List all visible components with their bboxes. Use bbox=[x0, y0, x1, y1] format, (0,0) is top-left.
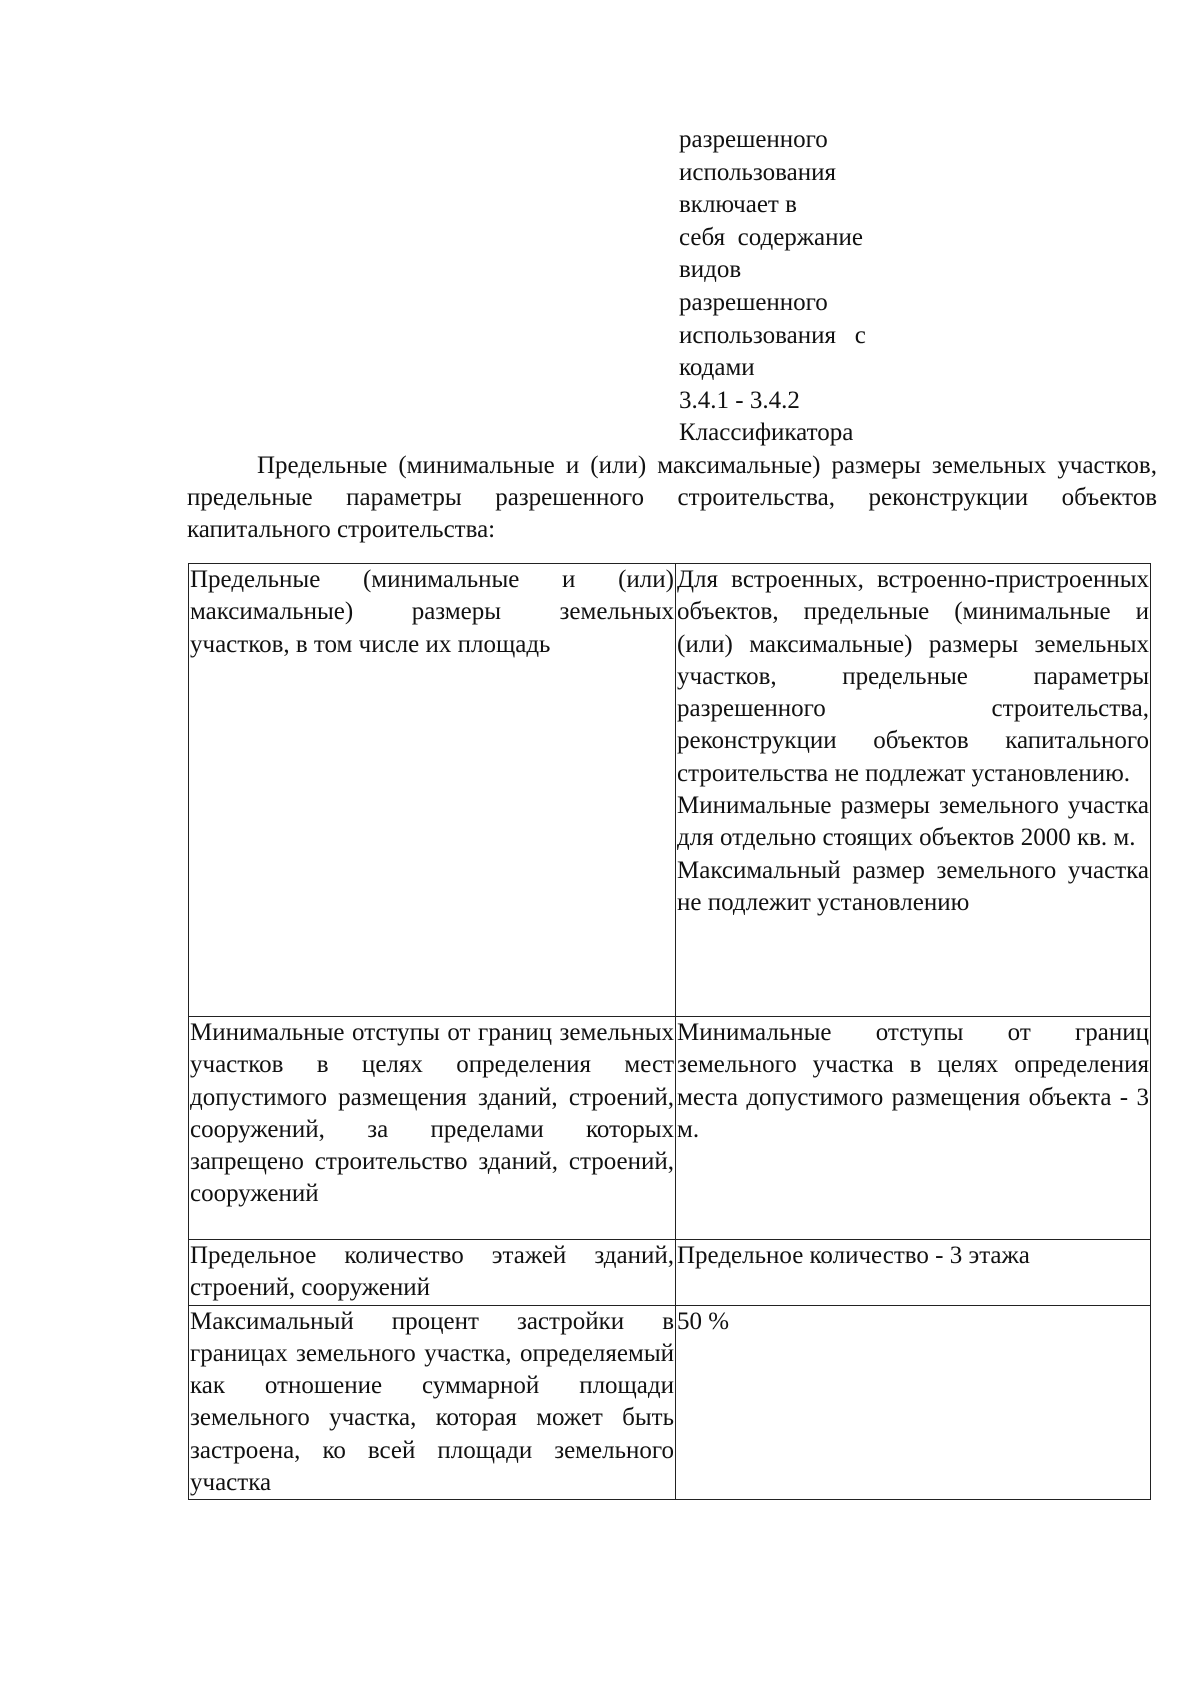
continuation-line: 3.4.1 - 3.4.2 bbox=[679, 386, 800, 414]
continuation-line: Классификатора bbox=[679, 419, 854, 447]
continuation-line: видов bbox=[679, 256, 742, 284]
parameter-value: Предельное количество - 3 этажа bbox=[677, 1242, 1030, 1269]
parameter-value-cell bbox=[676, 1305, 1151, 1500]
continuation-line: разрешенного bbox=[679, 126, 828, 153]
parameter-label-cell bbox=[189, 1017, 676, 1240]
parameter-label-cell bbox=[189, 1240, 676, 1306]
parameter-value-cell bbox=[676, 1017, 1151, 1240]
parameter-label: Предельное количество этажей зданий, строений, сооружений bbox=[190, 1242, 674, 1302]
parameter-value: Максимальный размер земельного участка не подлежит установлению bbox=[677, 856, 1149, 916]
parameter-label: Максимальный процент застройки в границах земельного участка, определяемый как отношение суммарной площади земельного участка, которая может быть застроена, ко всей площади земельного участка bbox=[190, 1307, 674, 1497]
parameter-value-cell bbox=[676, 1240, 1151, 1306]
continuation-line: включает в bbox=[679, 191, 797, 219]
parameter-label-cell bbox=[189, 1305, 676, 1500]
parameter-label: Предельные (минимальные и (или) максимальные) размеры земельных участков, в том числе их площадь bbox=[190, 566, 674, 658]
parameter-label-cell bbox=[189, 564, 676, 1017]
table-row bbox=[189, 1305, 1151, 1500]
parameter-value-cell bbox=[676, 564, 1151, 1017]
continuation-line: себя содержание bbox=[679, 223, 864, 251]
parameters-table bbox=[188, 563, 1151, 1500]
continuation-line: разрешенного bbox=[679, 288, 828, 316]
parameter-value: Минимальные отступы от границ земельного участка в целях определения места допустимого размещения объекта - 3 м. bbox=[677, 1019, 1149, 1143]
continuation-line: использования bbox=[679, 158, 836, 186]
continuation-line: использования с bbox=[679, 321, 866, 349]
table-row bbox=[189, 564, 1151, 1017]
parameter-value: Минимальные размеры земельного участка для отдельно стоящих объектов 2000 кв. м. bbox=[677, 792, 1149, 852]
table-row bbox=[189, 1017, 1151, 1240]
continuation-line: кодами bbox=[679, 354, 755, 382]
parameter-value: 50 % bbox=[677, 1307, 730, 1335]
parameter-label: Минимальные отступы от границ земельных участков в целях определения мест допустимого размещения зданий, строений, сооружений, за пределами которых запрещено строительство зданий, строений, сооружений bbox=[190, 1019, 674, 1208]
intro-paragraph: Предельные (минимальные и (или) максимальные) размеры земельных участков, предельные параметры разрешенного строительства, реконструкции объектов капитального строительства: bbox=[187, 452, 1157, 543]
continuation-text bbox=[679, 124, 939, 450]
table-row bbox=[189, 1240, 1151, 1306]
parameter-value: Для встроенных, встроенно-пристроенных объектов, предельные (минимальные и (или) максимальные) размеры земельных участков, предельные параметры разрешенного строительства, реконструкции объектов капитального строительства не подлежат установлению. bbox=[677, 566, 1149, 787]
